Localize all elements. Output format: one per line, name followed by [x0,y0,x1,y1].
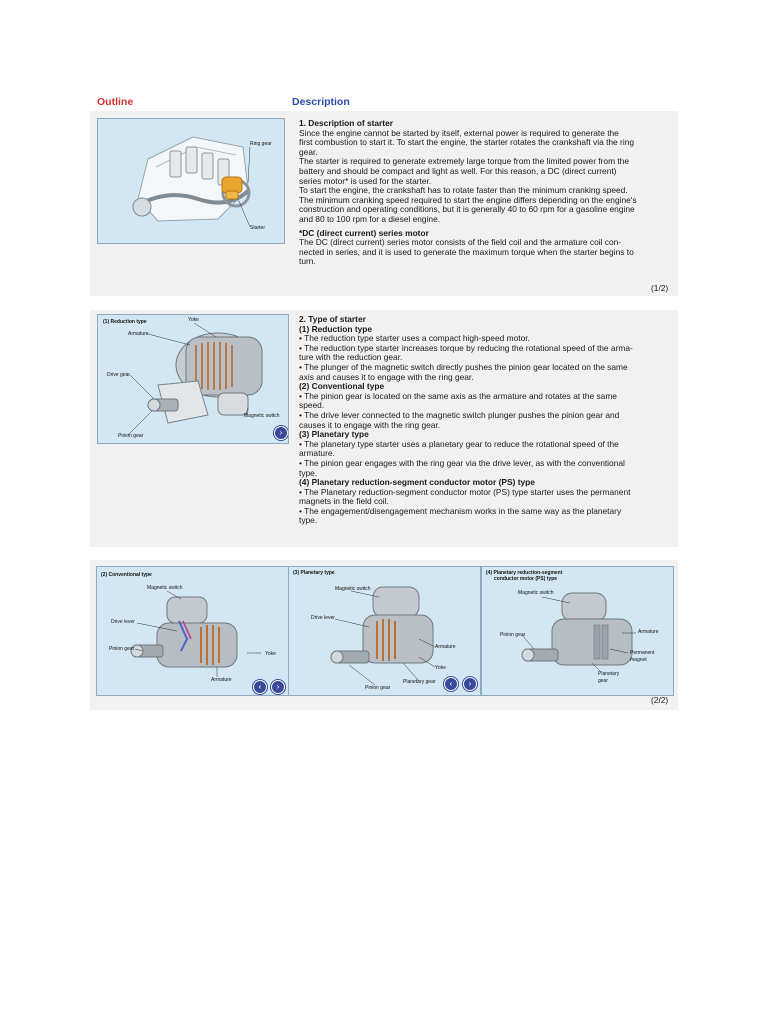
section-1-text [299,119,673,267]
section-1-line: Since the engine cannot be started by itself, external power is required to generate the [299,127,619,138]
yoke-label: Yoke [188,317,199,323]
section-2-line: ture with the reduction gear. [299,352,403,363]
ps-pinion-gear-label: Pinion gear [500,632,526,638]
starter-label: Starter [250,225,266,231]
armature-label: Armature [128,331,149,337]
section-1-line: construction and operating conditions, but it is generally 40 to 60 rpm for a gasoline engine [299,204,635,215]
section-2-line: type. [299,515,318,526]
ring-gear-label: Ring gear [250,141,272,147]
chevron-left-icon: ‹ [449,679,453,688]
section-2-subheading: (2) Conventional type [299,381,385,392]
reduction-type-title: (1) Reduction type [103,319,147,325]
section-2-subheading: (3) Planetary type [299,429,369,440]
ps-magnet-label: magnet [630,657,647,663]
section-2-line: • The drive lever connected to the magnetic switch plunger pushes the pinion gear and [299,409,620,420]
section-2-line: • The planetary type starter uses a planetary gear to reduce the rotational speed of the [299,438,619,449]
section-1-body [299,129,673,225]
section-1-line: To start the engine, the crankshaft has to rotate faster than the minimum cranking speed. [299,185,628,196]
section-2-line: axis and causes it to engage with the ring gear. [299,371,474,382]
section-2-line: • The engagement/disengagement mechanism works in the same way as the planetary [299,505,622,516]
conventional-starter-illustration [97,567,288,695]
section-2-line: • The pinion gear is located on the same axis as the armature and rotates at the same [299,390,617,401]
prev-button-planetary[interactable] [444,677,458,691]
ps-gear-label: gear [598,678,609,684]
section-2-subheading: (4) Planetary reduction-segment conductor motor (PS) type [299,477,535,488]
section-1-line: first combustion to start it. To start the engine, the starter rotates the crankshaft via the ring [299,137,635,148]
section-2-text [299,315,673,526]
section-2-line: magnets in the field coil. [299,496,389,507]
section-2-heading: 2. Type of starter [299,314,366,324]
prev-button-conventional[interactable] [253,680,267,694]
p-drive-lever-label: Drive lever [311,615,335,621]
chevron-right-icon: › [468,679,472,688]
ps-planetary-label: Planetary [598,671,620,677]
planetary-type-figure [288,566,481,696]
section-1-line: gear. [299,146,318,157]
page-indicator-2: (2/2) [651,695,669,705]
section-1-line: The starter is required to generate extremely large torque from the limited power from the [299,156,630,167]
ps-type-title-line-2: conductor motor (PS) type [494,576,558,582]
magnetic-switch-label: Magnetic switch [244,413,280,419]
c-yoke-label: Yoke [265,651,276,657]
section-2-line: causes it to engage with the ring gear. [299,419,441,430]
p-planetary-gear-label: Planetary gear [403,679,436,685]
section-1-line: The minimum cranking speed required to start the engine differs depending on the engine's [299,194,637,205]
conventional-type-figure [96,566,289,696]
section-2-line: • The reduction type starter increases torque by reducing the rotational speed of the arma- [299,342,633,353]
p-yoke-label: Yoke [435,665,446,671]
chevron-right-icon: › [279,428,283,437]
dc-motor-heading: *DC (direct current) series motor [299,227,429,238]
chevron-left-icon: ‹ [258,682,262,691]
section-2-line: speed. [299,400,325,411]
section-2-line: type. [299,467,318,478]
planetary-type-title: (3) Planetary type [293,570,335,576]
c-drive-lever-label: Drive lever [111,619,135,625]
section-2-line: • The reduction type starter uses a compact high-speed motor. [299,333,530,344]
planetary-starter-illustration [289,567,480,695]
drive-gear-label: Drive gear [107,372,131,378]
c-pinion-gear-label: Pinion gear [109,646,135,652]
next-button[interactable] [274,426,288,440]
reduction-type-figure [97,314,289,444]
ps-magnetic-switch-label: Magnetic switch [518,590,554,596]
dc-motor-body [299,238,673,267]
conventional-type-title: (2) Conventional type [101,572,152,578]
section-2-subheading: (1) Reduction type [299,323,373,334]
dc-motor-line: The DC (direct current) series motor consists of the field coil and the armature coil con- [299,237,622,248]
dc-motor-line: nected in series, and it is used to generate the maximum torque when the starter begins to [299,246,634,257]
ps-permanent-label: Permanent [630,650,655,656]
ps-type-title-line-1: (4) Planetary reduction-segment [486,570,563,576]
dc-motor-line: turn. [299,256,316,267]
section-1-line: series motor* is used for the starter. [299,175,432,186]
reduction-starter-illustration [98,315,288,443]
section-1-heading: 1. Description of starter [299,118,394,128]
pinion-gear-label: Pinion gear [118,433,144,439]
page-indicator-1: (1/2) [651,283,669,293]
engine-figure [97,118,285,244]
section-2-line: • The plunger of the magnetic switch directly pushes the pinion gear located on the same [299,361,628,372]
outline-header: Outline [97,96,134,108]
next-button-planetary[interactable] [463,677,477,691]
p-armature-label: Armature [435,644,456,650]
next-button-conventional[interactable] [271,680,285,694]
p-pinion-gear-label: Pinion gear [365,685,391,691]
section-2-line: • The pinion gear engages with the ring gear via the drive lever, as with the conventional [299,457,625,468]
description-header: Description [292,96,350,108]
section-2-line: armature. [299,448,335,459]
section-2-body [299,325,673,526]
p-magnetic-switch-label: Magnetic switch [335,586,371,592]
c-armature-label: Armature [211,677,232,683]
c-magnetic-switch-label: Magnetic switch [147,585,183,591]
section-1-line: and 80 to 100 rpm for a diesel engine. [299,213,441,224]
ps-type-figure [481,566,674,696]
section-2-line: • The Planetary reduction-segment conductor motor (PS) type starter uses the permanent [299,486,631,497]
ps-armature-label: Armature [638,629,659,635]
chevron-right-icon: › [276,682,280,691]
section-1-line: battery and should be compact and light as well. For this reason, a DC (direct current) [299,165,617,176]
